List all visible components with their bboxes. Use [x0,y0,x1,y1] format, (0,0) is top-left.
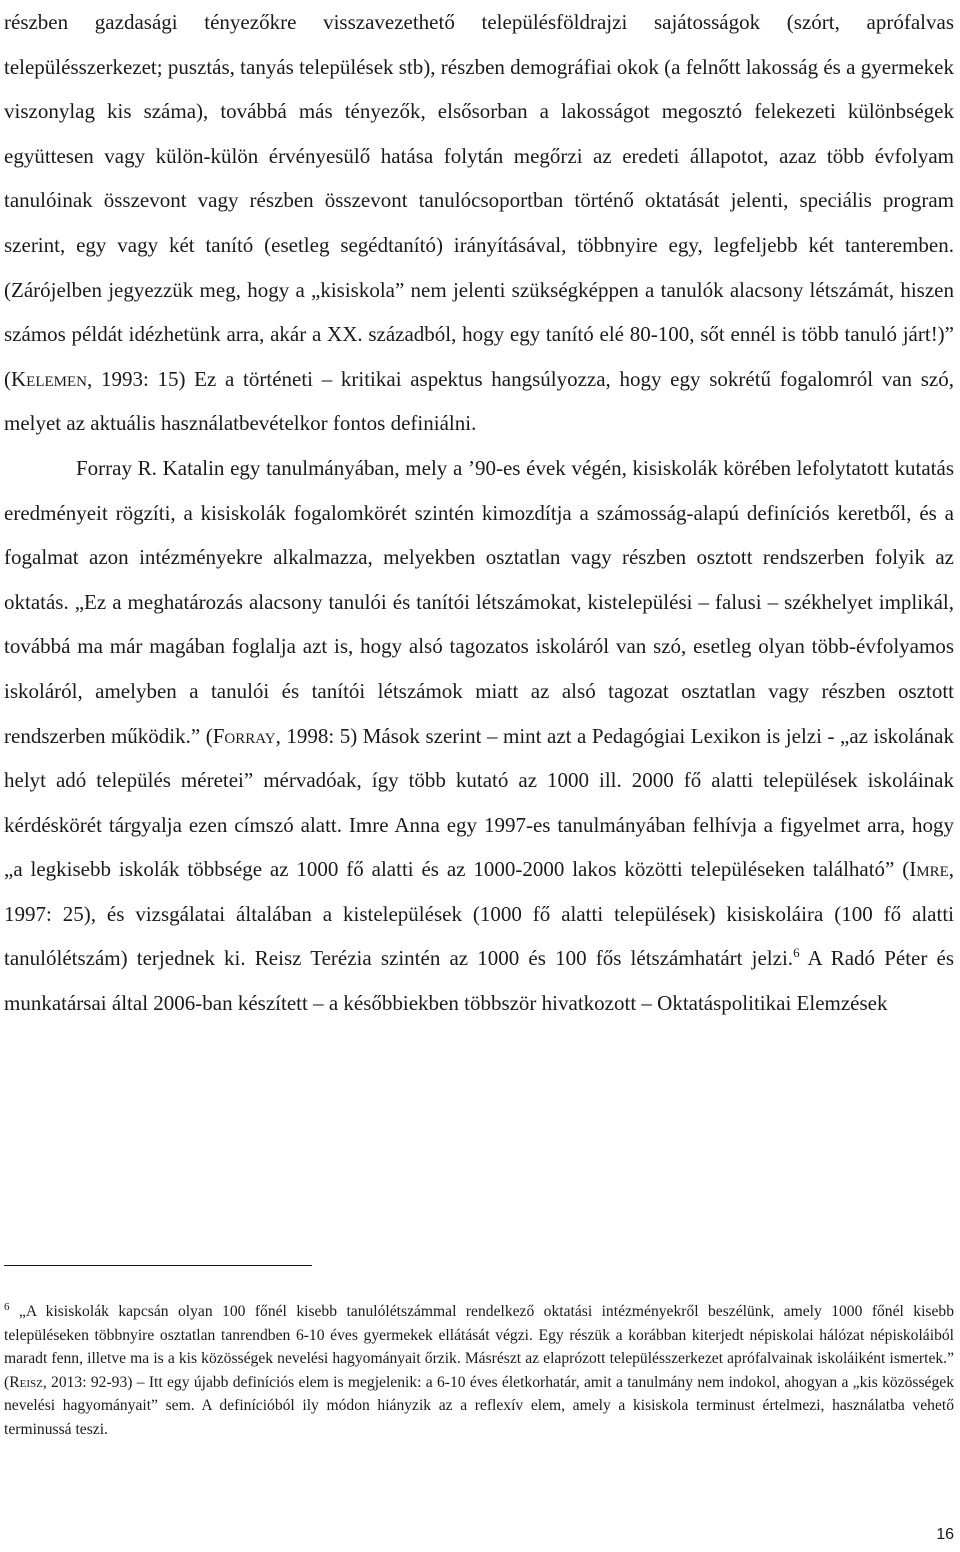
footnote-6 [4,1300,954,1442]
paragraph-1-text: részben gazdasági tényezőkre visszavezethető településföldrajzi sajátosságok (szórt, aprófalvas településszerkezet; pusztás, tanyás települések stb), részben demográfiai okok (a felnőtt lakosság és a gyermekek viszonylag kis száma), továbbá más tényezők, elsősorban a lakosságot megosztó felekezeti különbségek együttesen vagy külön-külön érvényesülő hatása folytán megőrzi az eredeti állapotot, azaz több évfolyam tanulóinak összevont vagy részben összevont tanulócsoportban történő oktatását jelenti, speciális program szerint, egy vagy két tanító (esetleg segédtanító) irányításával, többnyire egy, legfeljebb két tanteremben. (Zárójelben jegyezzük meg, hogy a „kisiskola” nem jelenti szükségképpen a tanulók alacsony létszámát, hiszen számos példát idézhetünk arra, akár a XX. századból, hogy egy tanító elé 80-100, sőt ennél is több tanuló járt!)” ( [4,10,954,391]
footnote-separator [4,1265,312,1266]
page-number: 16 [936,1526,954,1543]
citation-imre: Imre [909,857,949,882]
body-text [4,0,954,1026]
footnote-text-a: „A kisiskolák kapcsán olyan 100 főnél kisebb tanulólétszámmal rendelkező oktatási intézményekről beszélünk, amely 1000 főnél kisebb településeken többnyire osztatlan tanrendben 6-10 éves gyermekek ellátását végzi. Egy részük a korábban kiterjedt népiskolai hálózat népiskoláiból maradt fenn, illetve ma is a kis közösségek nevelési hagyományait őrzik. Másrészt az elaprózott településszerkezet aprófalvainak iskoláiként ismertek.” ( [4,1303,954,1391]
paragraph-2-text-c: , 1997: 25), és vizsgálatai általában a kistelepülések (1000 fő alatti települések) kisiskoláira (100 fő alatti tanulólétszám) terjednek ki. Reisz Terézia szintén az 1000 és 100 fős létszámhatárt jelzi. [4,857,954,971]
footnote-citation-reisz: Reisz [9,1373,43,1391]
footnote-number: 6 [4,1300,10,1313]
paragraph-1 [4,0,954,446]
footnote-text-b: , 2013: 92-93) – Itt egy újabb definíciós elem is megjelenik: a 6-10 éves életkorhatár, amit a tanulmány nem indokol, ahogyan a „kis közösségek nevelési hagyományait” sem. A definícióból ily módon hiányzik az a reflexív elem, amely a kisiskola terminust értelmezi, használatba vehető terminussá teszi. [4,1373,954,1438]
citation-kelemen: Kelemen [11,366,87,391]
paragraph-2-text-a: Forray R. Katalin egy tanulmányában, mely a ’90-es évek végén, kisiskolák körében lefolytatott kutatás eredményeit rögzíti, a kisiskolák fogalomkörét szintén kimozdítja a számosság-alapú definíciós keretből, és a fogalmat azon intézményekre alkalmazza, melyekben osztatlan vagy részben osztott rendszerben folyik az oktatás. „Ez a meghatározás alacsony tanulói és tanítói létszámokat, kistelepülési – falusi – székhelyet implikál, továbbá ma már magában foglalja azt is, hogy alsó tagozatos iskoláról van szó, esetleg olyan több-évfolyamos iskoláról, amelyben a tanulói és tanítói létszámok miatt az alsó tagozat osztatlan vagy részben osztott rendszerben működik.” ( [4,455,954,748]
citation-forray: Forray [212,723,276,748]
paragraph-2 [4,446,954,1026]
paragraph-2-text-b: , 1998: 5) Mások szerint – mint azt a Pedagógiai Lexikon is jelzi - „az iskolának helyt adó település méretei” mérvadóak, így több kutató az 1000 ill. 2000 fő alatti települések iskoláinak kérdéskörét tárgyalja ezen címszó alatt. Imre Anna egy 1997-es tanulmányában felhívja a figyelmet arra, hogy „a legkisebb iskolák többsége az 1000 fő alatti és az 1000-2000 lakos közötti településeken található” ( [4,723,954,882]
paragraph-1-tail: , 1993: 15) Ez a történeti – kritikai aspektus hangsúlyozza, hogy egy sokrétű fogalomról van szó, melyet az aktuális használatbevételkor fontos definiálni. [4,366,954,436]
footnote-reference-6[interactable]: 6 [793,945,800,961]
paragraph-2-text-d: A Radó Péter és munkatársai által 2006-ban készített – a későbbiekben többször hivatkozott – Oktatáspolitikai Elemzések [4,946,954,1016]
